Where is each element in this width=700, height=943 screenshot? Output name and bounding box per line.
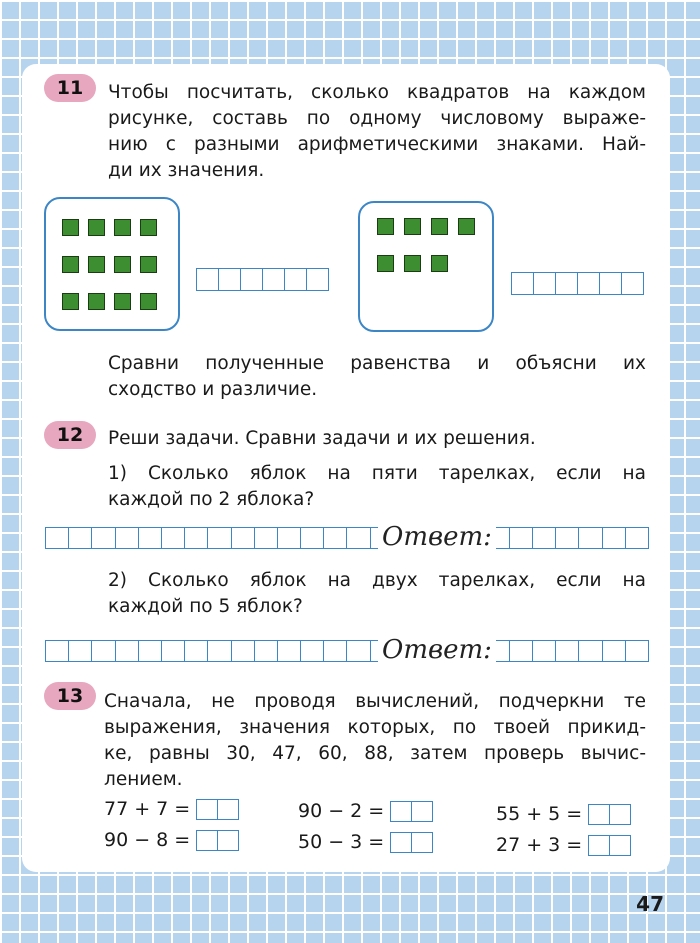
task-13-badge: 13 <box>44 682 96 710</box>
task-11-line-2: рисунке, составь по одному числовому выраже- <box>108 108 646 129</box>
task-13-line-3: ке, равны 30, 47, 60, 88, затем проверь вычис- <box>104 743 646 764</box>
expression-1-answer[interactable] <box>196 799 239 820</box>
green-square <box>88 219 105 236</box>
task-13-line-1: Сначала, не проводя вычислений, подчеркни те <box>104 691 646 712</box>
task-11-line-4: ди их значения. <box>108 160 265 181</box>
task-11-line-1: Чтобы посчитать, сколько квадратов на каждом <box>108 82 646 103</box>
expression-4-answer[interactable] <box>390 832 433 853</box>
green-square <box>62 293 79 310</box>
expression-4: 50 − 3 = <box>298 830 433 854</box>
green-square <box>62 219 79 236</box>
task-12-p1-line-2: каждой по 2 яблока? <box>108 489 315 510</box>
answer-cells-1[interactable] <box>196 268 329 291</box>
green-square <box>431 218 448 235</box>
solution-cells-1[interactable] <box>45 527 649 549</box>
green-square <box>88 293 105 310</box>
green-square <box>404 255 421 272</box>
task-11-line-3: нию с разными арифметическими знаками. Най- <box>108 134 646 155</box>
task-13-line-2: выражения, значения которых, по твоей прикид- <box>104 717 646 738</box>
expression-6: 27 + 3 = <box>496 833 631 857</box>
green-square <box>404 218 421 235</box>
green-square <box>114 293 131 310</box>
green-square <box>140 293 157 310</box>
green-square <box>88 256 105 273</box>
task-12-p1-line-1: 1) Сколько яблок на пяти тарелках, если на <box>108 463 646 484</box>
task-12-p2-line-2: каждой по 5 яблок? <box>108 596 303 617</box>
page-number: 47 <box>636 892 664 916</box>
expression-2-answer[interactable] <box>196 830 239 851</box>
expression-2: 90 − 8 = <box>104 828 239 852</box>
green-square <box>431 255 448 272</box>
expression-1: 77 + 7 = <box>104 797 239 821</box>
answer-cells-2[interactable] <box>511 272 644 295</box>
task-11-compare-2: сходство и различие. <box>108 379 318 400</box>
task-12-p2-line-1: 2) Сколько яблок на двух тарелках, если на <box>108 570 646 591</box>
expression-3-answer[interactable] <box>390 801 433 822</box>
task-13-line-4: лением. <box>104 769 183 790</box>
expression-5-answer[interactable] <box>588 804 631 825</box>
task-12-intro: Реши задачи. Сравни задачи и их решения. <box>108 428 536 449</box>
task-11-compare-1: Сравни полученные равенства и объясни их <box>108 353 646 374</box>
answer-label-2: Ответ: <box>378 635 496 665</box>
green-square <box>377 218 394 235</box>
answer-label-1: Ответ: <box>378 522 496 552</box>
green-square <box>140 256 157 273</box>
green-square <box>114 256 131 273</box>
expression-5: 55 + 5 = <box>496 802 631 826</box>
green-square <box>140 219 157 236</box>
green-square <box>458 218 475 235</box>
solution-cells-2[interactable] <box>45 640 649 662</box>
green-square <box>114 219 131 236</box>
task-12-badge: 12 <box>44 421 96 449</box>
green-square <box>62 256 79 273</box>
expression-6-answer[interactable] <box>588 835 631 856</box>
green-square <box>377 255 394 272</box>
expression-3: 90 − 2 = <box>298 799 433 823</box>
task-11-badge: 11 <box>44 74 96 102</box>
